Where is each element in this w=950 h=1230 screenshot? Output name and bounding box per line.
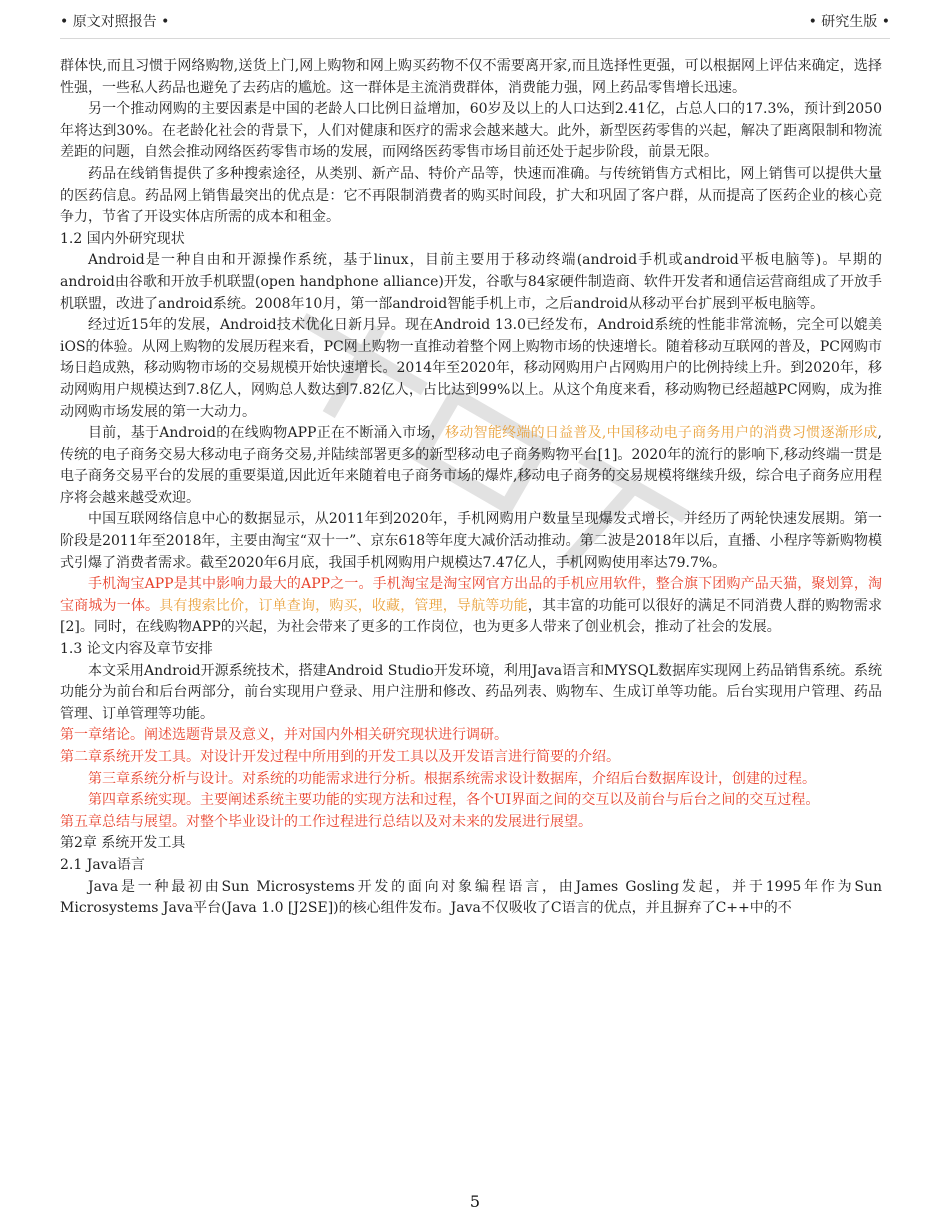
chapter-heading: 第2章 系统开发工具	[60, 835, 186, 852]
paragraph: 另一个推动网购的主要因素是中国的老龄人口比例日益增加，60岁及以上的人口达到2.41亿，占总人口的17.3%，预计到2050年将达到30%。在老龄化社会的背景下，人们对健康和医疗的需求会越来越大。此外，新型医药零售的兴起，解决了距离限制和物流差距的问题，自然会推动网络医药零售市场的发展，而网络医药零售市场目前还处于起步阶段，前景无限。	[60, 101, 882, 161]
chapter-outline-item: 第二章系统开发工具。对设计开发过程中所用到的开发工具以及开发语言进行简要的介绍。	[60, 749, 620, 765]
paragraph: 本文采用Android开源系统技术，搭建Android Studio开发环境，利用Java语言和MYSQL数据库实现网上药品销售系统。系统功能分为前台和后台两部分，前台实现用户登录、用户注册和修改、药品列表、购物车、生成订单等功能。后台实现用户管理、药品管理、订单管理等功能。	[60, 662, 883, 722]
highlighted-text: 移动智能终端的日益普及,中国移动电子商务用户的消费习惯逐渐形成	[445, 425, 878, 442]
document-body	[60, 56, 882, 920]
section-heading: 1.2 国内外研究现状	[60, 230, 185, 247]
section-heading: 1.3 论文内容及章节安排	[60, 641, 213, 658]
paragraph: 经过近15年的发展，Android技术优化日新月异。现在Android 13.0已经发布，Android系统的性能非常流畅，完全可以媲美iOS的体验。从网上购物的发展历程来看，PC网上购物一直推动着整个网上购物市场的快速增长。随着移动互联网的普及，PC网购市场日趋成熟，移动购物市场的交易规模开始快速增长。2014年至2020年，移动网购用户占网购用户的比例持续上升。到2020年，移动网购用户规模达到7.8亿人，网购总人数达到7.82亿人，占比达到99%以上。从这个角度来看，移动购物已经超越PC网购，成为推动网购市场发展的第一大动力。	[60, 317, 882, 420]
highlighted-text: 手机淘宝APP是其中影响力最大的APP之一。手机淘宝是淘宝网官方出品的手机应用软件，整合旗下团购产品天猫，聚划算，淘宝商城为一体。	[60, 576, 882, 614]
text-run: 目前，基于Android的在线购物APP正在不断涌入市场，	[88, 425, 446, 442]
chapter-outline-item: 第五章总结与展望。对整个毕业设计的工作过程进行总结以及对未来的发展进行展望。	[60, 813, 592, 830]
paragraph: 群体快,而且习惯于网络购物,送货上门,网上购物和网上购买药物不仅不需要离开家,而且选择性更强，可以根据网上评估来确定，选择性强，一些私人药品也避免了去药店的尴尬。这一群体是主流消费群体，消费能力强，网上药品零售增长迅速。	[60, 58, 882, 96]
text-run: ,传统的电子商务交易大移动电子商务交易,并陆续部署更多的新型移动电子商务购物平台[1]。2020年的流行的影响下,移动终端一贯是电子商务交易平台的发展的重要渠道,因此近年来随着电子商务市场的爆炸,移动电子商务的交易规模将继续升级，综合电子商务应用程序将会越来越受欢迎。	[60, 425, 882, 506]
header-edition-label: • 研究生版 •	[808, 14, 890, 30]
paragraph: Android是一种自由和开源操作系统，基于linux，目前主要用于移动终端(android手机或android平板电脑等)。早期的android由谷歌和开放手机联盟(open handphone alliance)开发，谷歌与84家硬件制造商、软件开发者和通信运营商组成了开放手机联盟，改进了android系统。2008年10月，第一部android智能手机上市，之后android从移动平台扩展到平板电脑等。	[60, 252, 882, 312]
page-header	[0, 0, 950, 40]
highlighted-text: 具有搜索比价，订单查询，购买，收藏，管理，导航等功能	[159, 597, 528, 614]
header-report-label: • 原文对照报告 •	[60, 14, 170, 30]
paragraph: 药品在线销售提供了多种搜索途径，从类别、新产品、特价产品等，快速而准确。与传统销售方式相比，网上销售可以提供大量的医药信息。药品网上销售最突出的优点是：它不再限制消费者的购买时间段，扩大和巩固了客户群，从而提高了医药企业的核心竞争力，节省了开设实体店所需的成本和租金。	[60, 165, 882, 226]
text-run: ，其丰富的功能可以很好的满足不同消费人群的购物需求[2]。同时，在线购物APP的兴起，为社会带来了更多的工作岗位，也为更多人带来了创业机会，推动了社会的发展。	[60, 597, 883, 636]
chapter-outline-item: 第四章系统实现。主要阐述系统主要功能的实现方法和过程，各个UI界面之间的交互以及前台与后台之间的交互过程。	[88, 792, 820, 809]
page-number: 5	[469, 1192, 481, 1211]
paragraph: Java是一种最初由Sun Microsystems开发的面向对象编程语言，由James Gosling发起，并于1995年作为Sun Microsystems Java平台(Java 1.0 [J2SE])的核心组件发布。Java不仅吸收了C语言的优点，并且摒弃了C++中的不	[60, 878, 882, 917]
section-heading: 2.1 Java语言	[60, 856, 145, 873]
paragraph	[60, 574, 882, 639]
header-rule	[60, 38, 890, 39]
chapter-outline-item: 第一章绪论。阐述选题背景及意义，并对国内外相关研究现状进行调研。	[60, 727, 508, 744]
paragraph: 中国互联网络信息中心的数据显示，从2011年到2020年，手机网购用户数量呈现爆发式增长，并经历了两轮快速发展期。第一阶段是2011年至2018年，主要由淘宝“双十一”、京东618等年度大减价活动推动。第二波是2018年以后，直播、小程序等新购物模式引爆了消费者需求。截至2020年6月底，我国手机网购用户规模达7.47亿人，手机网购使用率达79.7%。	[60, 511, 882, 571]
paragraph	[60, 423, 882, 509]
chapter-outline-item: 第三章系统分析与设计。对系统的功能需求进行分析。根据系统需求设计数据库，介绍后台数据库设计，创建的过程。	[88, 770, 816, 787]
